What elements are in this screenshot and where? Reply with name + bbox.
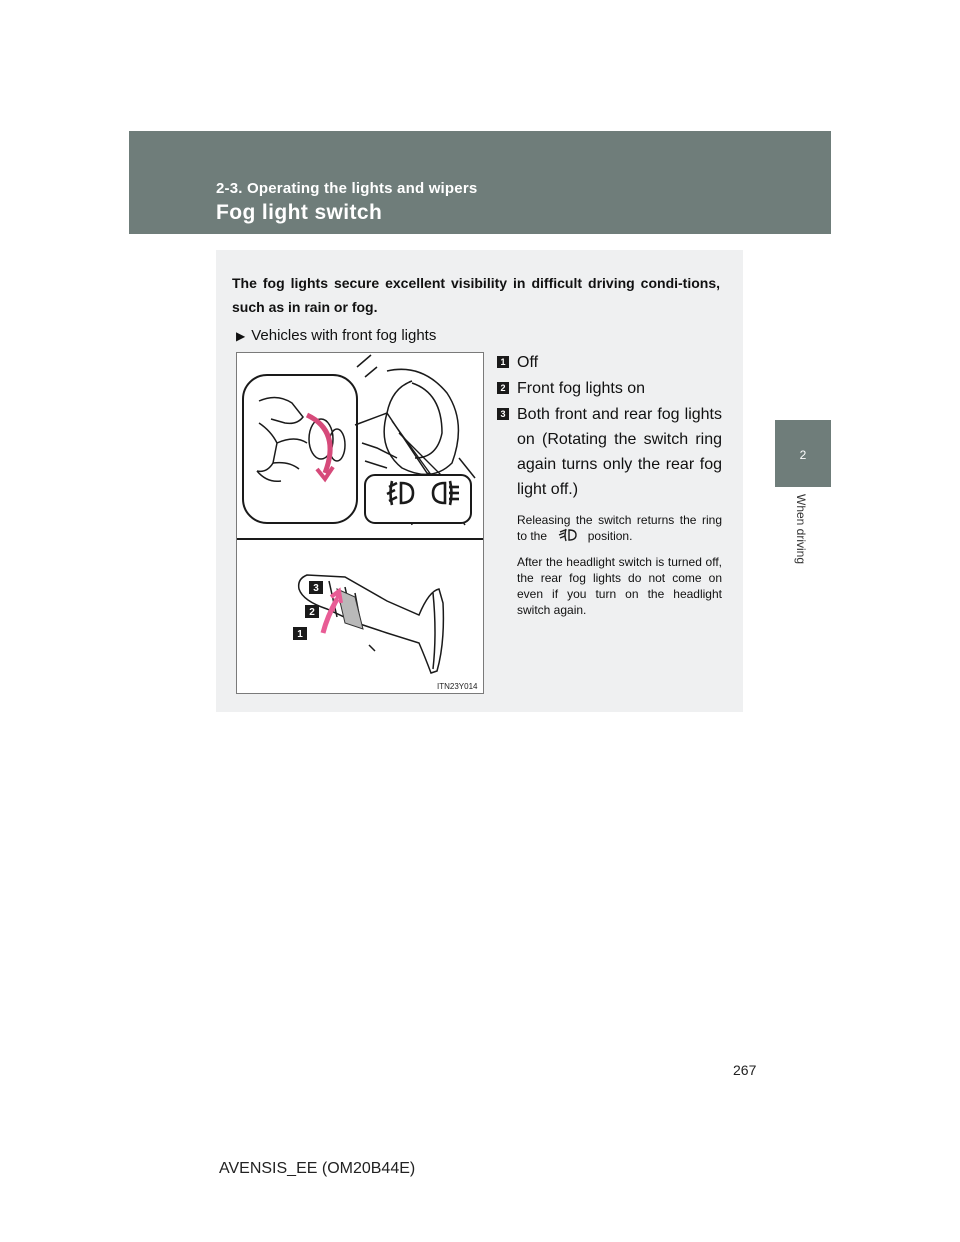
subhead-text: Vehicles with front fog lights (251, 327, 437, 344)
section-label: 2-3. Operating the lights and wipers (216, 180, 478, 197)
callout-text: Both front and rear fog lights on (Rotating the switch ring again turns only the rear fog light off.) (517, 406, 722, 498)
page-title: Fog light switch (216, 201, 383, 224)
callout-item (497, 376, 722, 401)
callout-list (497, 350, 722, 618)
illustration (236, 352, 484, 694)
note-headlight: After the headlight switch is turned off, the rear fog lights do not come on even if you turn on the headlight switch again. (517, 555, 722, 617)
illustration-drawing (237, 353, 483, 693)
intro-text: The fog lights secure excellent visibility in difficult driving condi-tions, such as in rain or fog. (232, 275, 720, 315)
note-release-after: position. (587, 529, 633, 543)
svg-text:2: 2 (309, 607, 315, 618)
illustration-label-1 (293, 627, 307, 640)
illustration-label-3 (309, 581, 323, 594)
callout-number: 3 (497, 408, 509, 420)
note-release (517, 512, 722, 544)
chapter-label: When driving (794, 494, 808, 565)
callout-item (497, 402, 722, 502)
chapter-number: 2 (799, 448, 807, 462)
front-fog-light-inline-icon (552, 528, 582, 542)
chapter-tab (775, 420, 831, 487)
illustration-code: ITN23Y014 (437, 682, 478, 691)
callout-number: 2 (497, 382, 509, 394)
subhead (236, 327, 436, 344)
callout-text: Off (517, 354, 539, 371)
triangle-bullet-icon: ▶ (236, 329, 246, 343)
page-number: 267 (733, 1062, 757, 1078)
document-code: AVENSIS_EE (OM20B44E) (219, 1160, 416, 1177)
illustration-label-2 (305, 605, 319, 618)
callout-text: Front fog lights on (517, 380, 646, 397)
callout-number: 1 (497, 356, 509, 368)
svg-text:1: 1 (297, 629, 303, 640)
note-release-before: Releasing the switch returns the ring to the (517, 513, 722, 543)
svg-text:3: 3 (313, 583, 319, 594)
callout-item (497, 350, 722, 375)
